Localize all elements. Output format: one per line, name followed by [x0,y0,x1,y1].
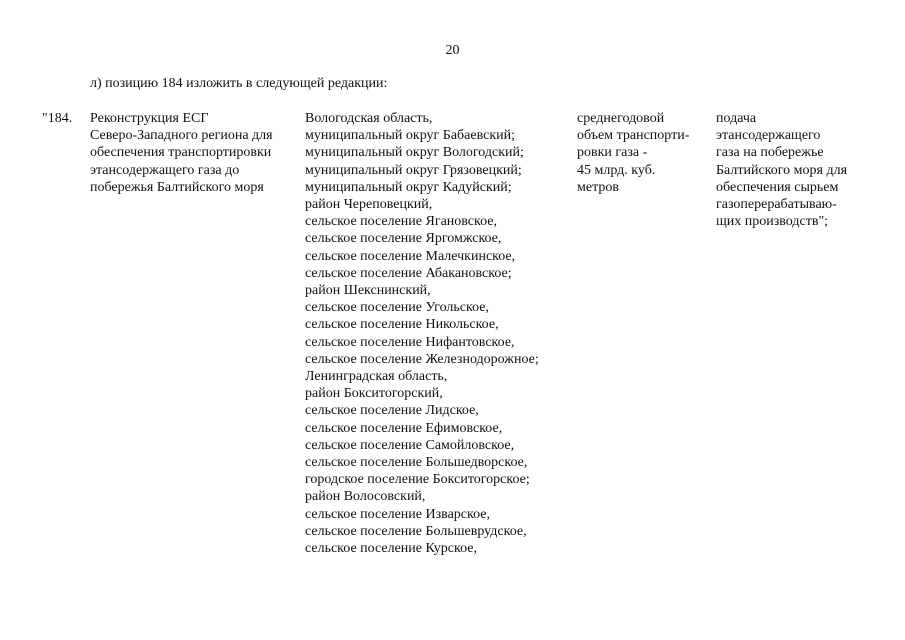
text-line: газоперерабатываю- [716,197,837,213]
text-line: район Волосовский, [305,489,426,505]
text-line: среднегодовой [577,111,665,126]
text-line: объем транспорти- [577,128,690,144]
text-line: городское поселение Бокситогорское; [305,472,530,488]
text-line: этансодержащего газа до [90,162,240,178]
text-line: Вологодская область, [305,111,433,126]
text-line: Балтийского моря для [716,162,848,178]
text-line: сельское поселение Малечкинское, [305,248,516,264]
text-line: сельское поселение Нифантовское, [305,334,515,350]
text-line: обеспечения сырьем [716,179,839,195]
text-line: Северо-Западного региона для [90,128,273,144]
text-line: 45 млрд. куб. [577,162,656,178]
text-line: этансодержащего [716,128,821,144]
text-line: ровки газа - [577,145,648,161]
intro-paragraph: л) позицию 184 изложить в следующей редакции: [90,76,388,91]
text-line: Реконструкция ЕСГ [90,111,209,126]
text-line: сельское поселение Яргомжское, [305,231,502,247]
purpose-column [716,110,847,230]
text-line: муниципальный округ Грязовецкий; [305,162,522,178]
text-line: обеспечения транспортировки [90,145,272,161]
text-line: сельское поселение Никольское, [305,317,499,333]
text-line: муниципальный округ Кадуйский; [305,179,512,195]
text-line: район Бокситогорский, [305,386,443,402]
text-line: район Череповецкий, [305,197,433,213]
text-line: щих производств"; [716,214,829,230]
text-line: район Шекснинский, [305,283,431,299]
text-line: сельское поселение Лидское, [305,403,479,419]
parameter-column [577,110,689,196]
text-line: сельское поселение Большедворское, [305,455,528,471]
text-line: сельское поселение Изварское, [305,506,490,522]
text-line: сельское поселение Ягановское, [305,214,498,230]
text-line: газа на побережье [716,145,824,161]
text-line: муниципальный округ Бабаевский; [305,128,515,144]
location-column [305,110,539,557]
text-line: побережья Балтийского моря [90,179,264,195]
text-line: сельское поселение Самойловское, [305,437,515,453]
text-line: сельское поселение Абакановское; [305,265,512,281]
text-line: сельское поселение Курское, [305,541,477,557]
object-name-column [90,110,273,196]
text-line: муниципальный округ Вологодский; [305,145,524,161]
text-line: сельское поселение Угольское, [305,300,489,316]
text-line: метров [577,179,619,195]
text-line: сельское поселение Железнодорожное; [305,351,539,367]
text-line: подача [716,111,757,126]
text-line: Ленинградская область, [305,369,448,385]
text-line: сельское поселение Ефимовское, [305,420,503,436]
row-number: "184. [42,111,73,126]
page-number: 20 [445,43,460,58]
text-line: сельское поселение Большеврудское, [305,523,527,539]
